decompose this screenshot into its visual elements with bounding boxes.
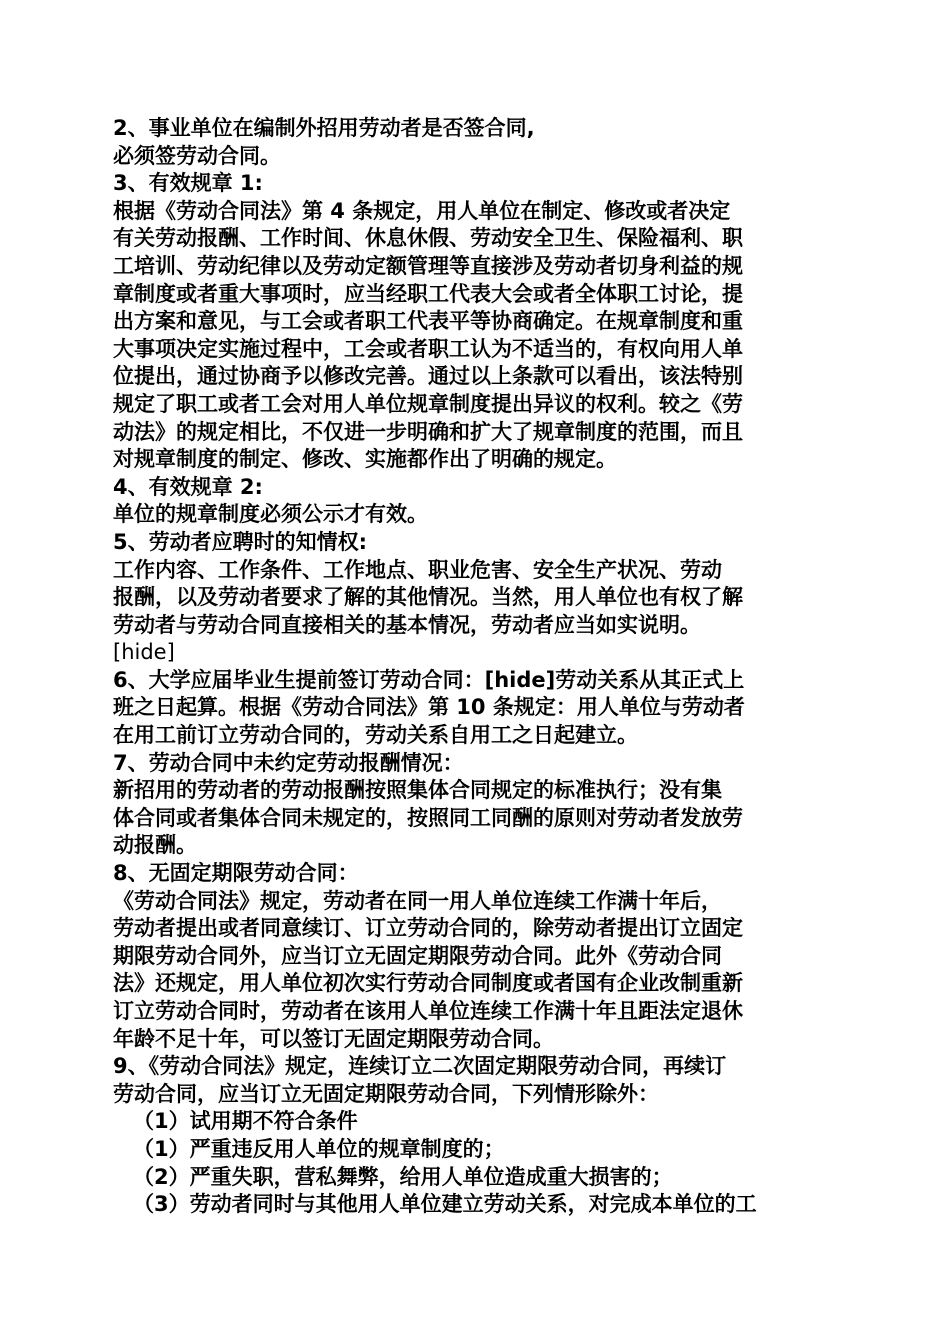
text-line: 2、事业单位在编制外招用劳动者是否签合同, <box>113 116 535 140</box>
text-line: 根据《劳动合同法》第 4 条规定，用人单位在制定、修改或者决定 <box>113 198 731 223</box>
text-line: 班之日起算。根据《劳动合同法》第 10 条规定：用人单位与劳动者 <box>113 695 745 720</box>
text-line: 劳动合同，应当订立无固定期限劳动合同，下列情形除外： <box>113 1081 659 1106</box>
text-line: 单位的规章制度必须公示才有效。 <box>113 502 428 527</box>
text-line: 对规章制度的制定、修改、实施都作出了明确的规定。 <box>113 447 617 472</box>
document-body <box>113 115 837 1219</box>
text-line: 法》还规定，用人单位初次实行劳动合同制度或者国有企业改制重新 <box>113 971 743 996</box>
text-line: 规定了职工或者工会对用人单位规章制度提出异议的权利。较之《劳 <box>113 391 743 416</box>
text-line: 工作内容、工作条件、工作地点、职业危害、安全生产状况、劳动 <box>113 557 722 582</box>
text-line: 劳动者与劳动合同直接相关的基本情况，劳动者应当如实说明。 <box>113 612 701 637</box>
text-line: 位提出，通过协商予以修改完善。通过以上条款可以看出，该法特别 <box>113 364 743 389</box>
text-line: 在用工前订立劳动合同的，劳动关系自用工之日起建立。 <box>113 723 638 748</box>
hide-tag-line: [hide] <box>113 640 175 665</box>
list-item: （3）劳动者同时与其他用人单位建立劳动关系，对完成本单位的工 <box>133 1192 757 1217</box>
list-item: （1）严重违反用人单位的规章制度的； <box>133 1136 505 1161</box>
list-item: （2）严重失职，营私舞弊，给用人单位造成重大损害的； <box>133 1164 673 1189</box>
text-line: 6、大学应届毕业生提前签订劳动合同：[hide]劳动关系从其正式上 <box>113 667 745 692</box>
text-line: 大事项决定实施过程中，工会或者职工认为不适当的，有权向用人单 <box>113 336 743 361</box>
text-line: 报酬，以及劳动者要求了解的其他情况。当然，用人单位也有权了解 <box>113 585 743 610</box>
text-line: 有关劳动报酬、工作时间、休息休假、劳动安全卫生、保险福利、职 <box>113 226 743 251</box>
text-line: 章制度或者重大事项时，应当经职工代表大会或者全体职工讨论，提 <box>113 281 743 306</box>
text-line: 必须签劳动合同。 <box>113 143 281 168</box>
text-line: 动报酬。 <box>113 833 197 858</box>
text-line: 出方案和意见，与工会或者职工代表平等协商确定。在规章制度和重 <box>113 309 743 334</box>
text-line: 体合同或者集体合同未规定的，按照同工同酬的原则对劳动者发放劳 <box>113 805 743 830</box>
text-line: 期限劳动合同外，应当订立无固定期限劳动合同。此外《劳动合同 <box>113 943 722 968</box>
text-line: 动法》的规定相比，不仅进一步明确和扩大了规章制度的范围，而且 <box>113 419 743 444</box>
text-line: 4、有效规章 2: <box>113 474 263 499</box>
text-line: 新招用的劳动者的劳动报酬按照集体合同规定的标准执行；没有集 <box>113 778 722 803</box>
text-line: 9、《劳动合同法》规定，连续订立二次固定期限劳动合同，再续订 <box>113 1054 727 1079</box>
text-line: 5、劳动者应聘时的知情权: <box>113 529 368 554</box>
text-line: 3、有效规章 1: <box>113 171 263 196</box>
text-line: 劳动者提出或者同意续订、订立劳动合同的，除劳动者提出订立固定 <box>113 916 743 941</box>
text-line: 订立劳动合同时，劳动者在该用人单位连续工作满十年且距法定退休 <box>113 999 743 1023</box>
text-line: 《劳动合同法》规定，劳动者在同一用人单位连续工作满十年后， <box>113 888 722 913</box>
list-item: （1）试用期不符合条件 <box>133 1109 358 1134</box>
text-line: 7、劳动合同中未约定劳动报酬情况： <box>113 750 464 775</box>
text-line: 工培训、劳动纪律以及劳动定额管理等直接涉及劳动者切身利益的规 <box>113 253 743 278</box>
text-line: 8、无固定期限劳动合同： <box>113 861 359 886</box>
text-line: 年龄不足十年，可以签订无固定期限劳动合同。 <box>113 1026 554 1051</box>
